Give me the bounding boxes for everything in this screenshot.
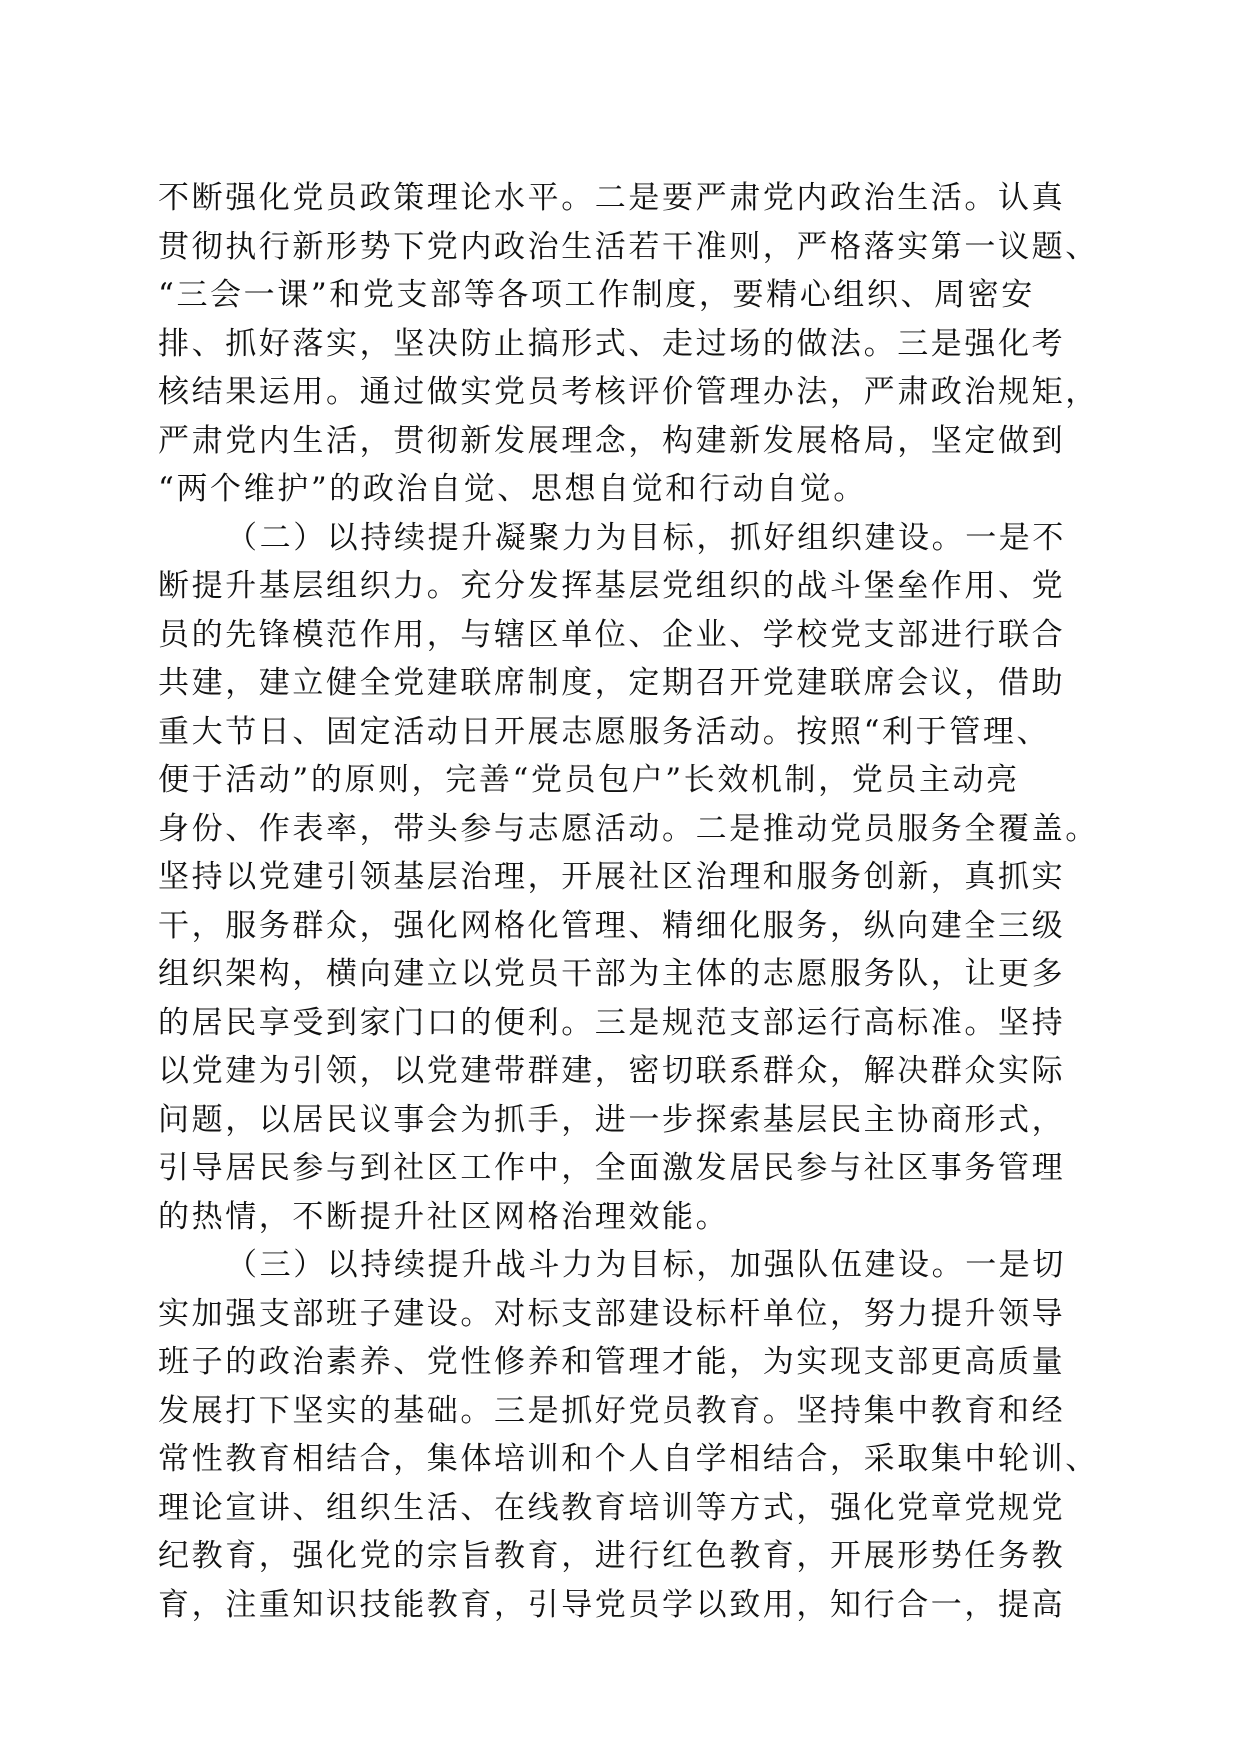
text-line: 的热情，不断提升社区网格治理效能。 (158, 1198, 730, 1235)
text-line: 纪教育，强化党的宗旨教育，进行红色教育，开展形势任务教 (158, 1538, 1066, 1574)
text-line: 共建，建立健全党建联席制度，定期召开党建联席会议，借助 (158, 665, 1066, 701)
section-heading-line: （三）以持续提升战斗力为目标，加强队伍建设。一是切 (226, 1247, 1066, 1283)
text-line: 便于活动”的原则，完善“党员包户”长效机制，党员主动亮 (158, 762, 1020, 798)
text-line: 发展打下坚实的基础。三是抓好党员教育。坚持集中教育和经 (158, 1392, 1066, 1429)
section-heading-line: （二）以持续提升凝聚力为目标，抓好组织建设。一是不 (226, 519, 1066, 556)
text-line: “两个维护”的政治自觉、思想自觉和行动自觉。 (158, 471, 867, 507)
text-line: 组织架构，横向建立以党员干部为主体的志愿服务队，让更多 (158, 956, 1066, 992)
text-line: 坚持以党建引领基层治理，开展社区治理和服务创新，真抓实 (158, 859, 1066, 895)
text-line: 理论宣讲、组织生活、在线教育培训等方式，强化党章党规党 (158, 1489, 1066, 1526)
text-line: 常性教育相结合，集体培训和个人自学相结合，采取集中轮训、 (158, 1441, 1099, 1477)
text-line: 育，注重知识技能教育，引导党员学以致用，知行合一，提高 (158, 1586, 1066, 1623)
text-line: 干，服务群众，强化网格化管理、精细化服务，纵向建全三级 (158, 907, 1066, 944)
text-line: 员的先锋模范作用，与辖区单位、企业、学校党支部进行联合 (158, 616, 1066, 653)
text-line: 排、抓好落实，坚决防止搞形式、走过场的做法。三是强化考 (158, 325, 1066, 362)
text-line: 身份、作表率，带头参与志愿活动。二是推动党员服务全覆盖。 (158, 810, 1099, 847)
text-line: 严肃党内生活，贯彻新发展理念，构建新发展格局，坚定做到 (158, 422, 1066, 459)
text-line: 断提升基层组织力。充分发挥基层党组织的战斗堡垒作用、党 (158, 568, 1066, 604)
text-line: 重大节日、固定活动日开展志愿服务活动。按照“利于管理、 (158, 713, 1051, 750)
text-line: 的居民享受到家门口的便利。三是规范支部运行高标准。坚持 (158, 1004, 1066, 1041)
text-line: 以党建为引领，以党建带群建，密切联系群众，解决群众实际 (158, 1053, 1066, 1089)
text-line: “三会一课”和党支部等各项工作制度，要精心组织、周密安 (158, 277, 1035, 313)
text-line: 不断强化党员政策理论水平。二是要严肃党内政治生活。认真 (158, 180, 1066, 216)
text-line: 班子的政治素养、党性修养和管理才能，为实现支部更高质量 (158, 1344, 1066, 1380)
text-line: 实加强支部班子建设。对标支部建设标杆单位，努力提升领导 (158, 1295, 1066, 1332)
text-line: 问题，以居民议事会为抓手，进一步探索基层民主协商形式， (158, 1101, 1066, 1138)
text-line: 贯彻执行新形势下党内政治生活若干准则，严格落实第一议题、 (158, 228, 1099, 265)
text-line: 引导居民参与到社区工作中，全面激发居民参与社区事务管理 (158, 1150, 1066, 1186)
body-text (158, 174, 1099, 1629)
text-line: 核结果运用。通过做实党员考核评价管理办法，严肃政治规矩， (158, 374, 1099, 410)
